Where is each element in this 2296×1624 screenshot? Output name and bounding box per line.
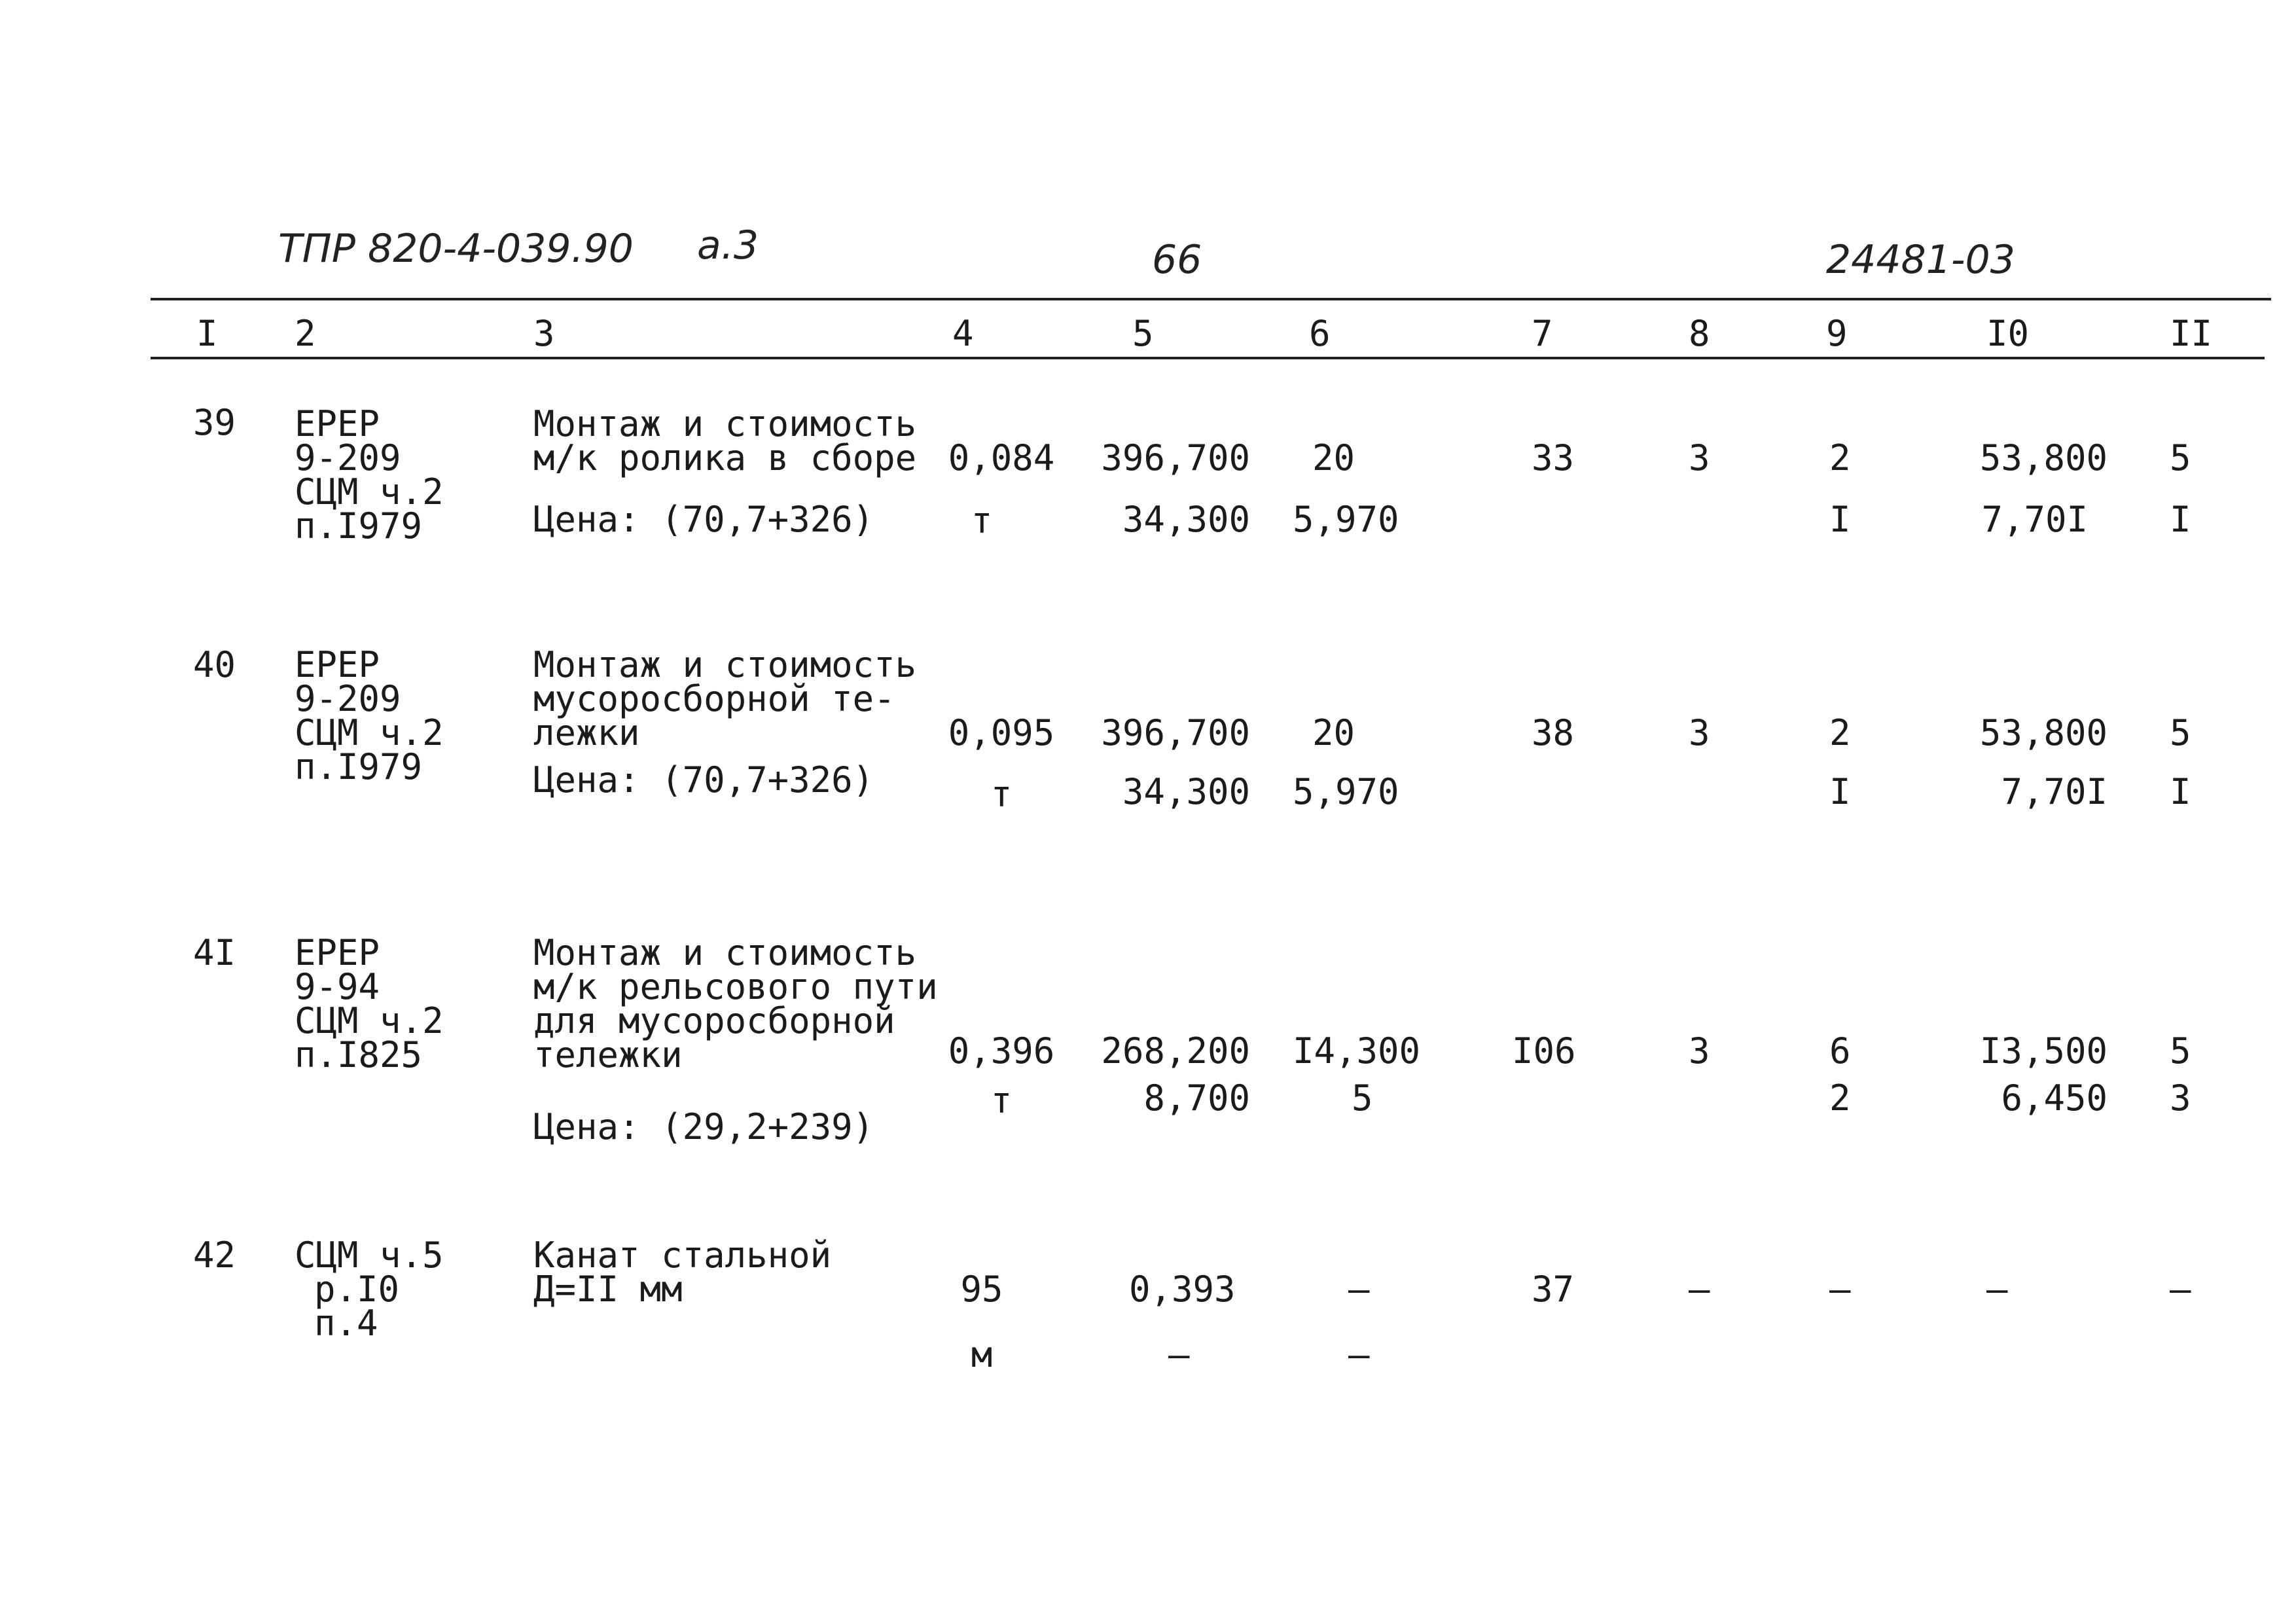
reference-line: ЕРЕР: [295, 932, 380, 973]
col9-value: 2: [1829, 437, 1851, 478]
reference-line: СЦМ ч.2: [295, 471, 444, 513]
col5-value: 268,200: [1101, 1030, 1250, 1072]
col11-value: 5: [2170, 1030, 2191, 1072]
col5-value: 396,700: [1101, 437, 1250, 478]
col6-value-b: 5: [1352, 1077, 1373, 1119]
price-formula: Цена: (70,7+326): [533, 499, 874, 540]
col11-value-b: 3: [2170, 1077, 2191, 1119]
description-line: для мусоросборной: [533, 1000, 895, 1041]
column-header: 5: [1132, 313, 1154, 354]
col6-value-b: –: [1348, 1334, 1370, 1375]
top-rule: [151, 298, 2271, 300]
col8-value: 3: [1689, 437, 1710, 478]
col10-value-b: 7,70I: [2001, 771, 2108, 812]
reference-line: р.I0: [314, 1269, 400, 1310]
col10-value: 53,800: [1979, 712, 2108, 753]
col5-value-b: 34,300: [1122, 499, 1250, 540]
description-line: мусоросборной те-: [533, 678, 895, 719]
col7-value: 33: [1532, 437, 1575, 478]
col11-value-b: I: [2170, 771, 2191, 812]
unit: м: [971, 1334, 993, 1375]
column-header: 6: [1309, 313, 1331, 354]
column-header: 3: [533, 313, 555, 354]
row-number: 40: [193, 644, 236, 685]
header-rule: [151, 357, 2265, 359]
reference-line: п.I825: [295, 1034, 423, 1075]
description-line: м/к рельсового пути: [533, 966, 938, 1007]
col5-value: 0,393: [1129, 1269, 1236, 1310]
col6-value-b: 5,970: [1293, 499, 1399, 540]
col5-value-b: 8,700: [1143, 1077, 1250, 1119]
col9-value-b: 2: [1829, 1077, 1851, 1119]
col7-value: I06: [1512, 1030, 1576, 1072]
unit: т: [990, 1080, 1013, 1121]
col10-value-b: 7,70I: [1981, 499, 2088, 540]
reference-line: ЕРЕР: [295, 644, 380, 685]
col9-value: 2: [1829, 712, 1851, 753]
col6-value-b: 5,970: [1293, 771, 1399, 812]
col9-value-b: I: [1829, 499, 1851, 540]
col6-value: 20: [1312, 437, 1355, 478]
inventory-number: 24481-03: [1826, 237, 2015, 283]
description-line: Монтаж и стоимость: [533, 644, 917, 685]
row-number: 4I: [193, 932, 236, 973]
col11-value: 5: [2170, 437, 2191, 478]
unit: т: [971, 500, 993, 541]
col11-value: –: [2170, 1269, 2191, 1310]
col10-value-b: 6,450: [2001, 1077, 2108, 1119]
description-line: Монтаж и стоимость: [533, 403, 917, 444]
reference-line: 9-209: [295, 678, 401, 719]
price-formula: Цена: (29,2+239): [533, 1106, 874, 1147]
quantity: 0,084: [948, 437, 1055, 478]
col10-value: I3,500: [1979, 1030, 2108, 1072]
col9-value: 6: [1829, 1030, 1851, 1072]
reference-line: 9-94: [295, 966, 380, 1007]
col10-value: 53,800: [1979, 437, 2108, 478]
quantity: 95: [960, 1269, 1003, 1310]
reference-line: 9-209: [295, 437, 401, 478]
unit: т: [990, 774, 1013, 815]
col8-value: 3: [1689, 712, 1710, 753]
column-header: 8: [1689, 313, 1710, 354]
col5-value-b: –: [1168, 1334, 1190, 1375]
description-line: лежки: [533, 712, 640, 753]
col9-value: –: [1829, 1269, 1851, 1310]
description-line: Канат стальной: [533, 1235, 832, 1276]
col8-value: 3: [1689, 1030, 1710, 1072]
col8-value: –: [1689, 1269, 1710, 1310]
album-number: а.3: [697, 223, 759, 268]
column-header: 7: [1532, 313, 1553, 354]
col5-value: 396,700: [1101, 712, 1250, 753]
quantity: 0,396: [948, 1030, 1055, 1072]
reference-line: ЕРЕР: [295, 403, 380, 444]
reference-line: СЦМ ч.2: [295, 712, 444, 753]
col7-value: 38: [1532, 712, 1575, 753]
column-header: 4: [952, 313, 974, 354]
description-line: тележки: [533, 1034, 683, 1075]
column-header: 9: [1826, 313, 1848, 354]
description-line: м/к ролика в сборе: [533, 437, 917, 478]
column-header: I: [196, 313, 218, 354]
col11-value: 5: [2170, 712, 2191, 753]
price-formula: Цена: (70,7+326): [533, 759, 874, 801]
col9-value-b: I: [1829, 771, 1851, 812]
description-line: Монтаж и стоимость: [533, 932, 917, 973]
col6-value: –: [1348, 1269, 1370, 1310]
row-number: 39: [193, 402, 236, 443]
document-code: ТПР 820-4-039.90: [278, 226, 634, 272]
reference-line: п.4: [314, 1303, 378, 1344]
column-header: 2: [295, 313, 316, 354]
col6-value: I4,300: [1293, 1030, 1421, 1072]
reference-line: СЦМ ч.2: [295, 1000, 444, 1041]
col7-value: 37: [1532, 1269, 1575, 1310]
quantity: 0,095: [948, 712, 1055, 753]
reference-line: п.I979: [295, 746, 423, 787]
reference-line: СЦМ ч.5: [295, 1235, 444, 1276]
page-number: 66: [1152, 237, 1202, 283]
col6-value: 20: [1312, 712, 1355, 753]
column-header: I0: [1986, 313, 2030, 354]
col11-value-b: I: [2170, 499, 2191, 540]
reference-line: п.I979: [295, 505, 423, 547]
row-number: 42: [193, 1235, 236, 1276]
description-line: Д=II мм: [533, 1269, 683, 1310]
col10-value: –: [1986, 1269, 2008, 1310]
col5-value-b: 34,300: [1122, 771, 1250, 812]
column-header: II: [2170, 313, 2213, 354]
